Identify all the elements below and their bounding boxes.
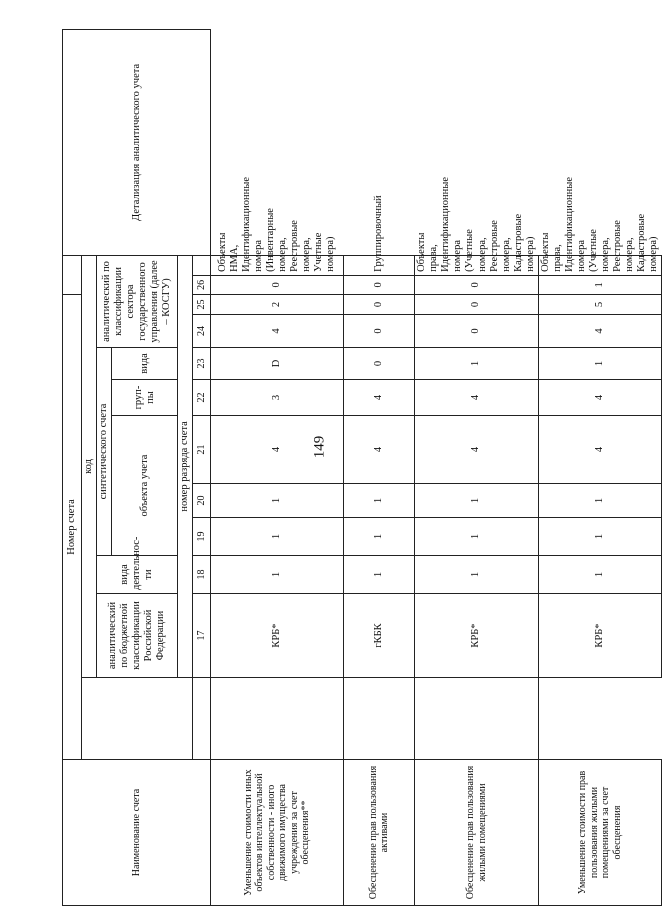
row-detail: Объекты НМА, Идентификационные номера (Инвентарные номера, Реестровые номера, Учетные номера) [211,255,344,275]
row-cell: 1 [538,556,662,594]
row-cell: 0 [415,294,539,314]
row-cell: 4 [538,380,662,416]
header-budget-class: аналитический по бюджетной классификации Российской Федерации [97,594,178,678]
header-activity-type: вида деятельнос-ти [97,556,178,594]
row-blank [344,678,415,760]
header-blank [82,678,193,760]
row-cell: 0 [211,275,344,294]
row-cell: 4 [415,416,539,484]
row-cell: 1 [538,348,662,380]
row-cell: 1 [538,518,662,556]
table-row [538,29,662,905]
row-cell: 4 [211,315,344,348]
column-number: 23 [193,348,211,380]
column-number: 19 [193,518,211,556]
column-number: 26 [193,275,211,294]
row-cell: КРБ* [538,594,662,678]
row-cell: 4 [538,315,662,348]
row-cell: 1 [538,275,662,294]
header-detail: Детализация аналитического учета [63,29,211,255]
rotated-table-container [62,30,660,906]
row-cell: 4 [211,416,344,484]
table-row [344,29,415,905]
header-account-number: Номер счета [63,294,82,759]
header-gap [63,255,82,294]
header-kind: вида [112,348,178,380]
header-digit-number: номер разряда счета [178,255,193,677]
row-detail: Группировочный [344,255,415,275]
header-synthetic: синтетического счета [97,348,112,556]
row-detail: Объекты права, Идентификационные номера (Учетные номера, Реестровые номера, Кадастровые номера) [538,255,662,275]
page-number: 149 [311,435,328,459]
row-account-name: Уменьшение стоимости прав пользования жилыми помещениями за счет обесценения [538,760,662,906]
table-row [415,29,539,905]
row-cell: 4 [344,416,415,484]
row-cell: 0 [415,315,539,348]
row-cell: 1 [344,518,415,556]
header-kosgu: аналитический по классификации сектора государственного управления (далее – КОСГУ) [97,255,178,347]
row-detail: Объекты права, Идентификационные номера (Учетные номера, Реестровые номера, Кадастровые номера) [415,255,539,275]
accounts-table [62,29,662,906]
column-number: 25 [193,294,211,314]
row-cell: 3 [211,380,344,416]
column-number: 24 [193,315,211,348]
row-cell: 1 [415,556,539,594]
column-number-blank [193,678,211,760]
row-cell: КРБ* [211,594,344,678]
row-cell: КРБ* [415,594,539,678]
row-cell: 4 [538,416,662,484]
row-blank [538,678,662,760]
row-account-name: Обесценение прав пользования активами [344,760,415,906]
row-cell: 4 [344,380,415,416]
column-number: 22 [193,380,211,416]
row-account-name: Обесценение прав пользования жилыми помещениями [415,760,539,906]
row-cell: 1 [211,556,344,594]
row-cell: 1 [415,518,539,556]
column-number: 18 [193,556,211,594]
row-blank [211,678,344,760]
row-cell: 0 [344,294,415,314]
header-code: код [82,255,97,677]
header-row [63,29,82,905]
column-number: 17 [193,594,211,678]
row-cell: 1 [211,484,344,518]
row-cell: 5 [538,294,662,314]
row-cell: 1 [538,484,662,518]
row-cell: 0 [415,275,539,294]
row-cell: гКБК [344,594,415,678]
row-cell: 4 [415,380,539,416]
table-row [211,29,344,905]
row-account-name: Уменьшение стоимости иных объектов интеллектуальной собственности - иного движимого имущества учреждения за счет обесценения** [211,760,344,906]
row-cell: 1 [415,484,539,518]
row-cell: 0 [344,315,415,348]
row-cell: 0 [344,348,415,380]
column-number: 21 [193,416,211,484]
row-cell: 1 [211,518,344,556]
header-group: груп-пы [112,380,178,416]
column-number: 20 [193,484,211,518]
row-cell: 2 [211,294,344,314]
row-cell: 0 [344,275,415,294]
header-account-object: объекта учета [112,416,178,556]
row-cell: 1 [344,556,415,594]
row-cell: D [211,348,344,380]
header-account-name: Наименование счета [63,760,211,906]
row-blank [415,678,539,760]
row-cell: 1 [344,484,415,518]
row-cell: 1 [415,348,539,380]
